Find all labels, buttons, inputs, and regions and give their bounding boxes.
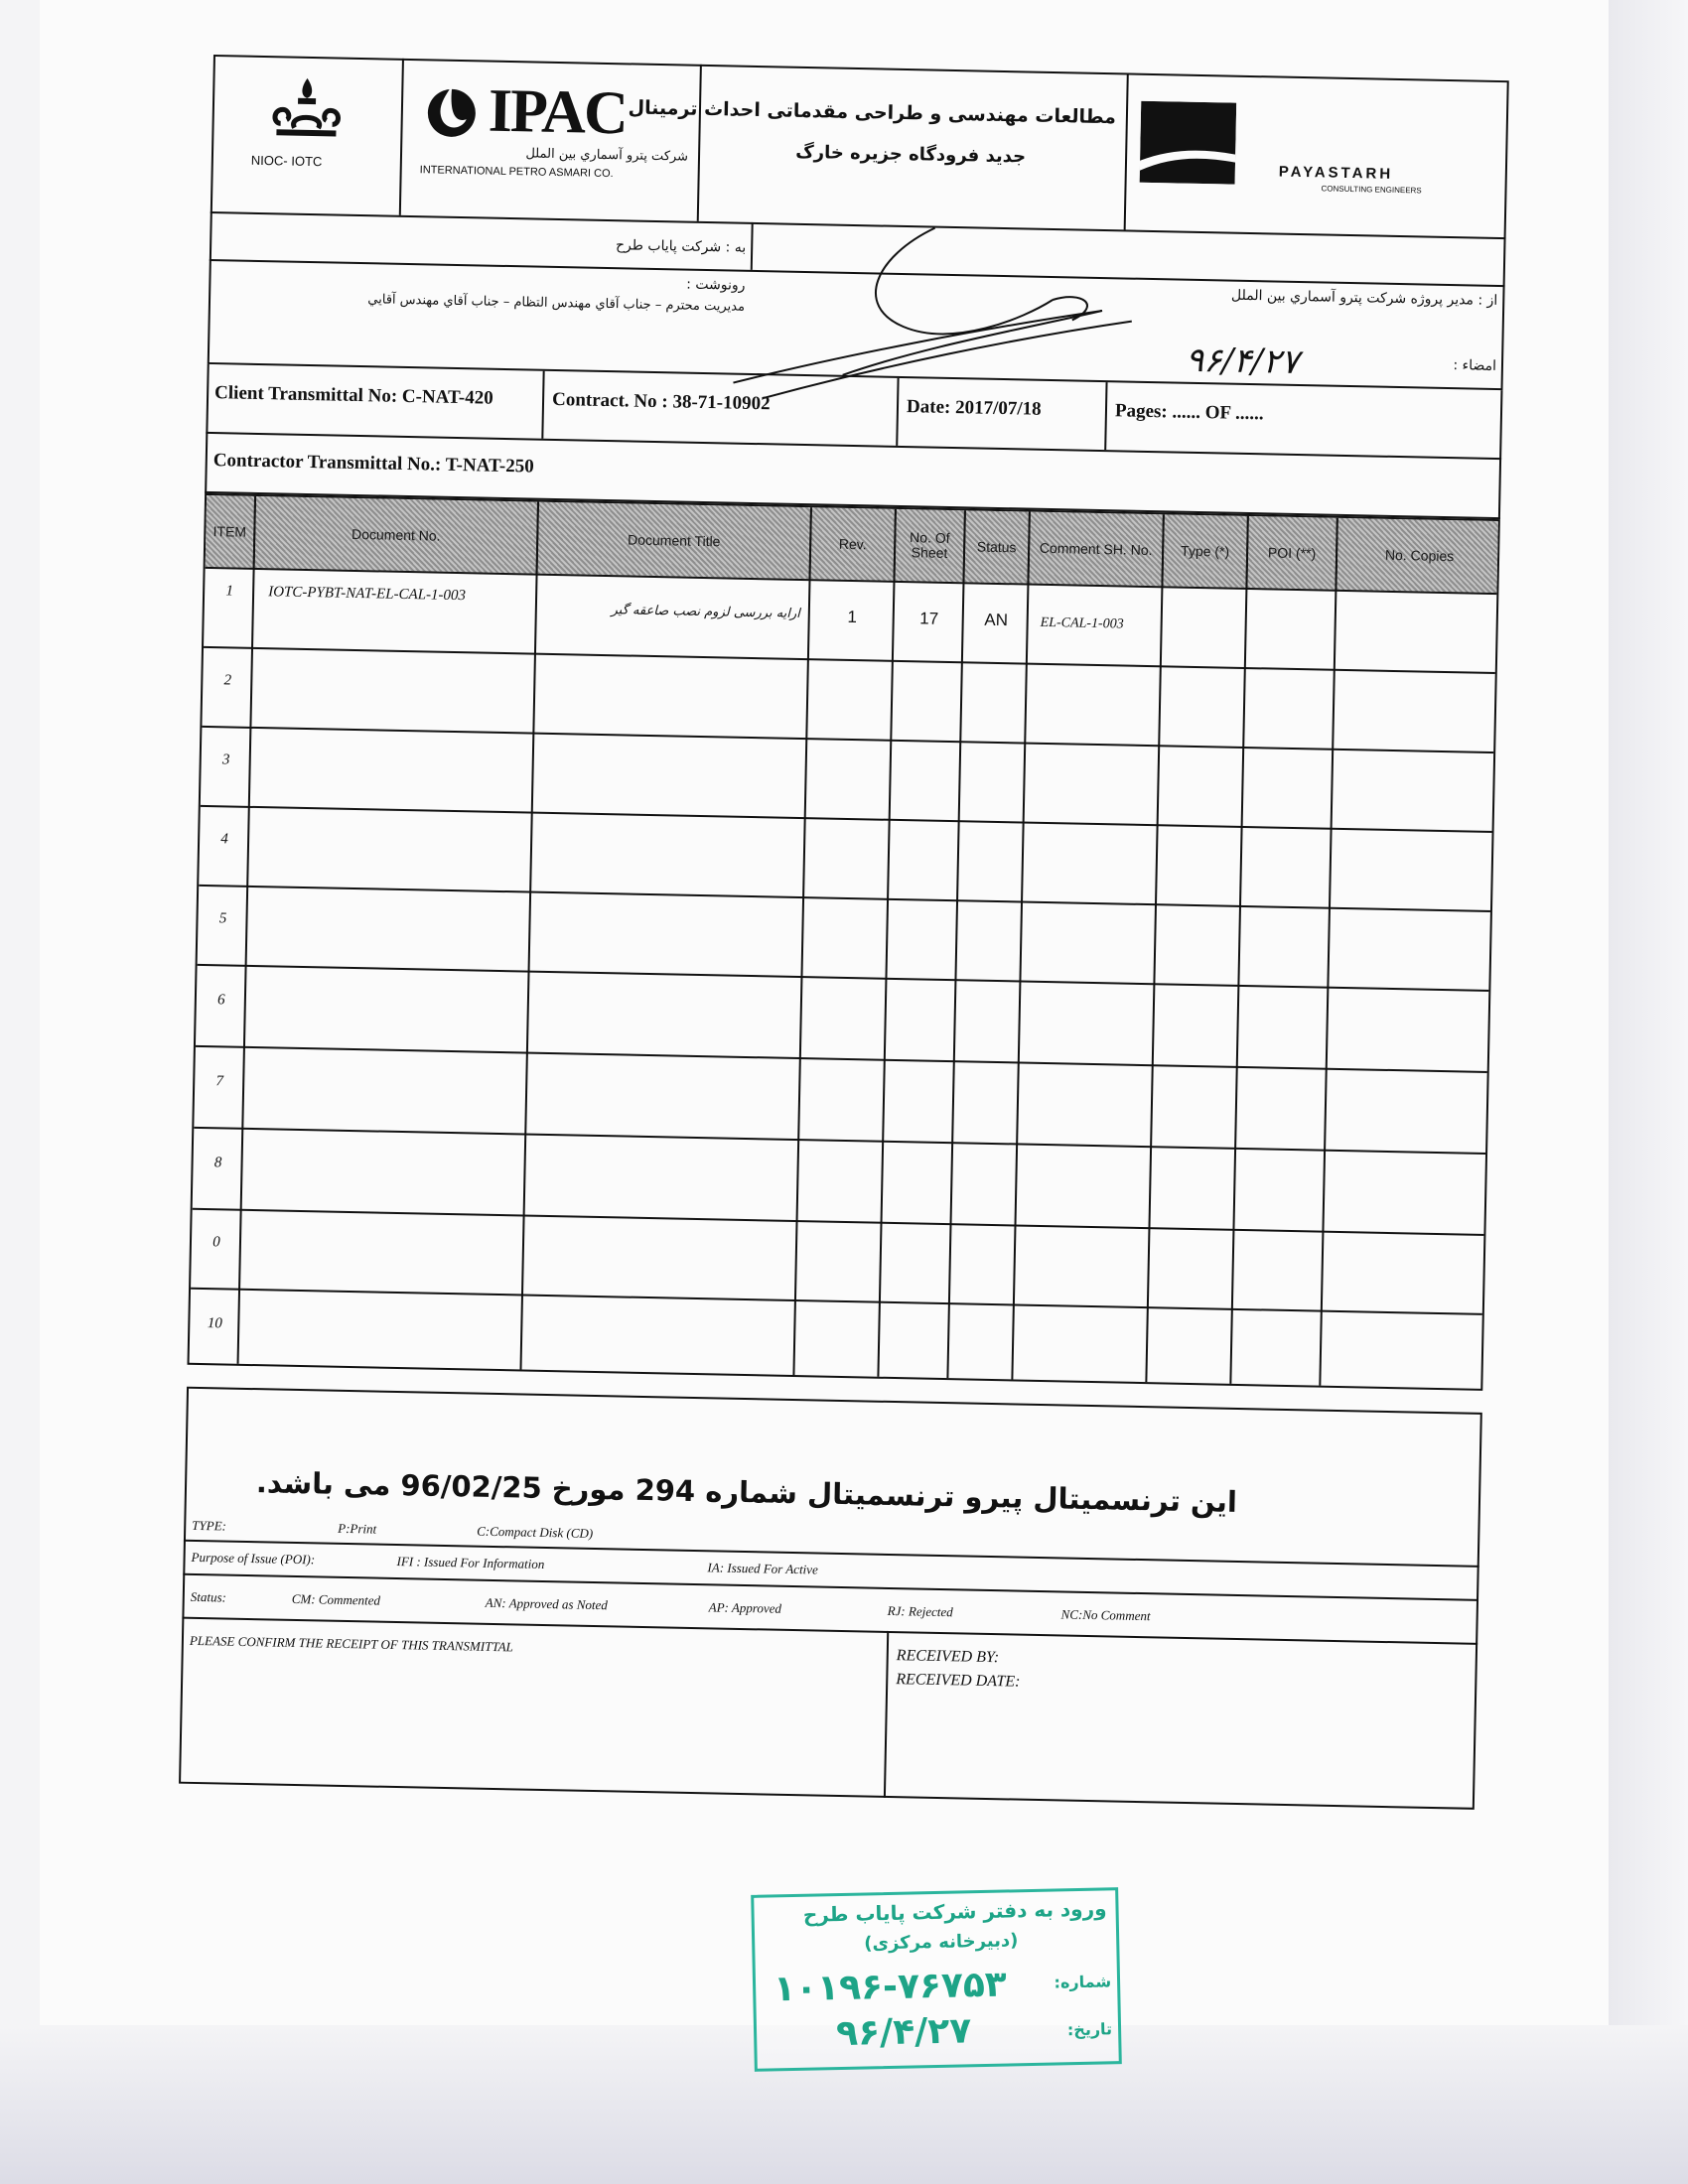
- nioc-logo: [266, 73, 347, 145]
- ipac-logo-text: IPAC: [488, 76, 628, 148]
- pages-count: Pages: ...... OF ......: [1114, 400, 1264, 425]
- row-9-item: 0: [212, 1234, 220, 1251]
- from-sender: از : مدير پروژه شركت پترو آسماري بين الملل: [1230, 287, 1498, 310]
- stamp-number-label: شماره:: [1054, 1972, 1112, 1992]
- status-approved: AP: Approved: [708, 1599, 782, 1616]
- confirm-receipt: PLEASE CONFIRM THE RECEIPT OF THIS TRANSMITTAL: [189, 1632, 513, 1655]
- col-header-type: Type (*): [1163, 514, 1248, 588]
- cc-label: رونوشت :: [685, 276, 746, 294]
- document-table: [188, 493, 1500, 1391]
- cc-value: مديريت محترم – جناب آقاي مهندس التظام – جناب آقاي مهندس آقايي: [367, 292, 746, 315]
- stamp-date-label: تاریخ:: [1066, 2019, 1113, 2040]
- status-no-comment: NC:No Comment: [1060, 1606, 1151, 1624]
- contract-no: Contract. No : 38-71-10902: [551, 388, 771, 415]
- col-header-rev: Rev.: [811, 507, 897, 581]
- status-approved-as-noted: AN: Approved as Noted: [485, 1594, 609, 1613]
- poi-label: Purpose of Issue (POI):: [191, 1549, 316, 1568]
- received-date: RECEIVED DATE:: [896, 1671, 1021, 1691]
- transmittal-form: [178, 55, 1509, 1862]
- stamp-line1: ورود به دفتر شرکت پایاب طرح: [802, 1896, 1107, 1927]
- poi-ifi: IFI : Issued For Information: [396, 1554, 545, 1571]
- signature-date: ۹۶/۴/۲۷: [1185, 340, 1300, 382]
- ipac-en-name: INTERNATIONAL PETRO ASMARI CO.: [419, 164, 614, 181]
- col-header-poi: POI (**): [1247, 516, 1337, 590]
- col-header-document-title: Document Title: [538, 502, 812, 580]
- row-1-document-title: ارایه بررسی لزوم نصب صاعقه گیر: [611, 603, 800, 621]
- status-commented: CM: Commented: [291, 1590, 381, 1608]
- ipac-fa-name: شركت پترو آسماري بين الملل: [525, 146, 689, 165]
- row-5-item: 5: [218, 910, 227, 927]
- transmittal-date: Date: 2017/07/18: [906, 396, 1042, 420]
- row-10-item: 10: [207, 1315, 223, 1332]
- col-header-status: Status: [964, 510, 1030, 583]
- stamp-date-value: ۹۶/۴/۲۷: [835, 2010, 972, 2055]
- payastarh-sub: CONSULTING ENGINEERS: [1321, 184, 1422, 196]
- col-header-item: ITEM: [206, 495, 256, 568]
- col-header-document-no: Document No.: [255, 496, 539, 574]
- status-rejected: RJ: Rejected: [887, 1602, 953, 1620]
- reference-note: این ترنسمیتال پیرو ترنسمیتال شماره 294 مورخ 96/02/25 می باشد.: [255, 1465, 1238, 1519]
- col-header-comment: Comment SH. No.: [1029, 512, 1164, 587]
- row-1-status: AN: [984, 610, 1009, 630]
- payastarh-name: PAYASTARH: [1278, 163, 1394, 183]
- stamp-number-value: ۱۰۱۹۶-۷۶۷۵۳: [773, 1964, 1008, 2010]
- col-header-copies: No. Copies: [1336, 518, 1499, 593]
- row-3-item: 3: [221, 751, 230, 768]
- poi-ia: IA: Issued For Active: [707, 1560, 818, 1577]
- type-print: P:Print: [338, 1520, 377, 1537]
- payastarh-logo: [1140, 101, 1237, 185]
- registry-stamp: [751, 1887, 1122, 2072]
- to-recipient: به : شركت پاياب طرح: [615, 237, 747, 256]
- client-transmittal: Client Transmittal No: C-NAT-420: [213, 382, 493, 409]
- row-1-rev: 1: [847, 607, 858, 627]
- signature-label: امضاء :: [1453, 357, 1497, 374]
- type-cd: C:Compact Disk (CD): [477, 1523, 594, 1541]
- ipac-drop-icon: [420, 78, 483, 141]
- received-by: RECEIVED BY:: [896, 1647, 1000, 1667]
- row-1-comment: EL-CAL-1-003: [1040, 614, 1124, 632]
- row-1-item: 1: [225, 583, 234, 600]
- stamp-line2: (دبیرخانه مرکزی): [864, 1930, 1019, 1955]
- status-label: Status:: [190, 1588, 227, 1605]
- row-7-item: 7: [215, 1073, 224, 1090]
- row-1-document-no: IOTC-PYBT-NAT-EL-CAL-1-003: [267, 584, 467, 605]
- project-title-line2: جدید فرودگاه جزیره خارگ: [795, 141, 1027, 168]
- scanner-edge: [1609, 0, 1688, 2184]
- col-header-sheets: No. Of Sheet: [896, 509, 966, 582]
- project-title-line1: مطالعات مهندسی و طراحی مقدماتی احداث ترمینال: [628, 96, 1117, 129]
- nioc-label: NIOC- IOTC: [250, 152, 323, 170]
- row-8-item: 8: [213, 1155, 222, 1171]
- contractor-transmittal: Contractor Transmittal No.: T-NAT-250: [212, 450, 534, 478]
- row-6-item: 6: [216, 992, 225, 1009]
- row-4-item: 4: [220, 831, 229, 848]
- row-1-sheets: 17: [919, 609, 939, 628]
- row-2-item: 2: [223, 672, 232, 689]
- type-label: TYPE:: [192, 1517, 227, 1534]
